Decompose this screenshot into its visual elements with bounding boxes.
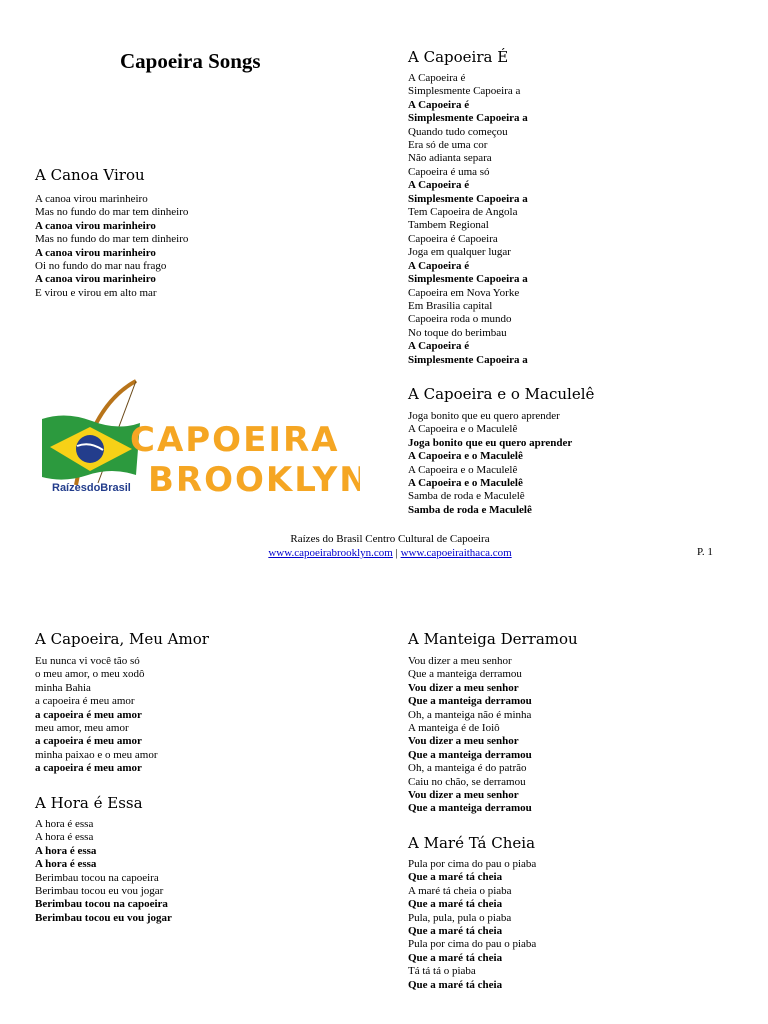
song-lyrics <box>35 655 158 776</box>
lyric-line: Capoeira em Nova Yorke <box>408 286 520 299</box>
lyric-line: Tambem Regional <box>408 219 489 232</box>
song-title: A Capoeira, Meu Amor <box>35 630 209 648</box>
lyric-line: Capoeira é uma só <box>408 165 490 178</box>
footer-separator: | <box>392 547 401 559</box>
lyric-line-bold: Simplesmente Capoeira a <box>408 353 528 366</box>
lyric-line-bold: a capoeira é meu amor <box>35 735 142 748</box>
lyric-line-bold: A Capoeira é <box>408 179 470 192</box>
logo-graphic <box>36 375 360 497</box>
lyric-line: Em Brasilia capital <box>408 299 493 312</box>
lyric-line-bold: A Capoeira é <box>408 98 470 111</box>
lyric-line: A hora é essa <box>35 831 94 844</box>
lyric-line-bold: Berimbau tocou na capoeira <box>35 898 168 911</box>
logo-text-line2: BROOKLYN <box>148 460 360 497</box>
song-lyrics <box>35 193 188 300</box>
lyric-line-bold: Que a maré tá cheia <box>408 925 503 938</box>
lyric-line: No toque do berimbau <box>408 326 507 339</box>
lyric-line: Capoeira é Capoeira <box>408 232 498 245</box>
lyric-line-bold: Que a maré tá cheia <box>408 951 503 964</box>
lyric-line: A manteiga é de Ioiô <box>408 722 500 735</box>
lyric-line-bold: A hora é essa <box>35 844 97 857</box>
lyric-line-bold: A Capoeira e o Maculelê <box>408 450 523 463</box>
lyric-line: Mas no fundo do mar tem dinheiro <box>35 206 189 219</box>
lyric-line: A Capoeira é <box>408 72 466 84</box>
page-footer <box>200 532 580 560</box>
lyric-line: meu amor, meu amor <box>35 722 129 735</box>
lyric-line-bold: Joga bonito que eu quero aprender <box>408 436 573 449</box>
song-lyrics <box>408 410 572 517</box>
lyric-line-bold: A Capoeira e o Maculelê <box>408 477 523 490</box>
lyric-line: Tá tá tá o piaba <box>408 965 476 978</box>
capoeira-brooklyn-logo <box>36 375 360 497</box>
lyric-line-bold: A Capoeira é <box>408 259 470 272</box>
lyric-line-bold: Simplesmente Capoeira a <box>408 273 528 286</box>
song-title: A Hora é Essa <box>35 794 143 812</box>
lyric-line-bold: Samba de roda e Maculelê <box>408 503 532 516</box>
footer-org: Raízes do Brasil Centro Cultural de Capoeira <box>290 533 490 545</box>
lyric-line: o meu amor, o meu xodô <box>35 668 145 681</box>
lyric-line-bold: A canoa virou marinheiro <box>35 273 156 286</box>
lyric-line-bold: a capoeira é meu amor <box>35 708 142 721</box>
song-title: A Capoeira e o Maculelê <box>408 385 595 403</box>
page-gap <box>0 575 768 615</box>
lyric-line-bold: A canoa virou marinheiro <box>35 246 156 259</box>
song-lyrics <box>408 72 528 367</box>
song-title: A Manteiga Derramou <box>408 630 578 648</box>
logo-text-line1: CAPOEIRA <box>130 420 340 460</box>
lyric-line-bold: Vou dizer a meu senhor <box>408 789 519 802</box>
lyric-line-bold: Que a manteiga derramou <box>408 748 532 761</box>
lyric-line: Oh, a manteiga não é minha <box>408 708 532 721</box>
song-lyrics <box>35 818 172 925</box>
lyric-line: Tem Capoeira de Angola <box>408 206 518 219</box>
lyric-line: Não adianta separa <box>408 152 492 165</box>
lyric-line-bold: Simplesmente Capoeira a <box>408 192 528 205</box>
lyric-line: Pula por cima do pau o piaba <box>408 938 537 951</box>
document-title: Capoeira Songs <box>120 49 261 73</box>
lyric-line: Capoeira roda o mundo <box>408 313 512 326</box>
lyric-line: Mas no fundo do mar tem dinheiro <box>35 233 189 246</box>
song-lyrics <box>408 858 536 992</box>
lyric-line-bold: Que a maré tá cheia <box>408 898 503 911</box>
lyric-line: Oh, a manteiga é do patrão <box>408 762 527 775</box>
lyric-line: Simplesmente Capoeira a <box>408 85 521 98</box>
lyric-line: A Capoeira e o Maculelê <box>408 463 518 476</box>
lyric-line: A canoa virou marinheiro <box>35 193 148 205</box>
lyric-line-bold: Vou dizer a meu senhor <box>408 735 519 748</box>
lyric-line-bold: Que a manteiga derramou <box>408 802 532 815</box>
lyric-line: Caiu no chão, se derramou <box>408 775 526 788</box>
song-title: A Capoeira É <box>408 48 509 66</box>
lyric-line: Oi no fundo do mar nau frago <box>35 260 167 273</box>
lyric-line: Joga bonito que eu quero aprender <box>408 410 560 422</box>
lyric-line-bold: a capoeira é meu amor <box>35 762 142 775</box>
lyric-line: minha Bahia <box>35 681 91 694</box>
lyric-line: A Capoeira e o Maculelê <box>408 423 518 436</box>
footer-link-brooklyn[interactable]: www.capoeirabrooklyn.com <box>268 547 393 559</box>
lyric-line-bold: A Capoeira é <box>408 340 470 353</box>
lyric-line-bold: Que a maré tá cheia <box>408 871 503 884</box>
lyric-line: Pula por cima do pau o piaba <box>408 858 537 870</box>
song-lyrics <box>408 655 532 816</box>
lyric-line: Berimbau tocou na capoeira <box>35 871 159 884</box>
footer-link-ithaca[interactable]: www.capoeiraithaca.com <box>400 547 512 559</box>
lyric-line: Que a manteiga derramou <box>408 668 522 681</box>
lyric-line: Vou dizer a meu senhor <box>408 655 512 667</box>
lyric-line-bold: Simplesmente Capoeira a <box>408 112 528 125</box>
lyric-line: Joga em qualquer lugar <box>408 246 511 259</box>
lyric-line: Berimbau tocou eu vou jogar <box>35 885 164 898</box>
lyric-line: Quando tudo começou <box>408 125 508 138</box>
song-title: A Maré Tá Cheia <box>408 834 536 852</box>
logo-brand-text: RaízesdoBrasil <box>52 482 131 494</box>
song-title: A Canoa Virou <box>35 166 145 184</box>
lyric-line-bold: A hora é essa <box>35 858 97 871</box>
lyric-line: a capoeira é meu amor <box>35 695 135 708</box>
lyric-line: A maré tá cheia o piaba <box>408 884 512 897</box>
lyric-line: minha paixao e o meu amor <box>35 748 158 761</box>
lyric-line-bold: A canoa virou marinheiro <box>35 219 156 232</box>
lyric-line: Eu nunca vi você tão só <box>35 655 140 667</box>
lyric-line: A hora é essa <box>35 818 94 830</box>
lyric-line-bold: Vou dizer a meu senhor <box>408 681 519 694</box>
lyric-line: Pula, pula, pula o piaba <box>408 911 512 924</box>
lyric-line-bold: Que a manteiga derramou <box>408 695 532 708</box>
page-number: P. 1 <box>697 546 713 558</box>
lyric-line: Samba de roda e Maculelê <box>408 490 525 503</box>
lyric-line: E virou e virou em alto mar <box>35 286 157 299</box>
lyric-line: Era só de uma cor <box>408 139 488 152</box>
lyric-line-bold: Que a maré tá cheia <box>408 978 503 991</box>
lyric-line-bold: Berimbau tocou eu vou jogar <box>35 911 172 924</box>
